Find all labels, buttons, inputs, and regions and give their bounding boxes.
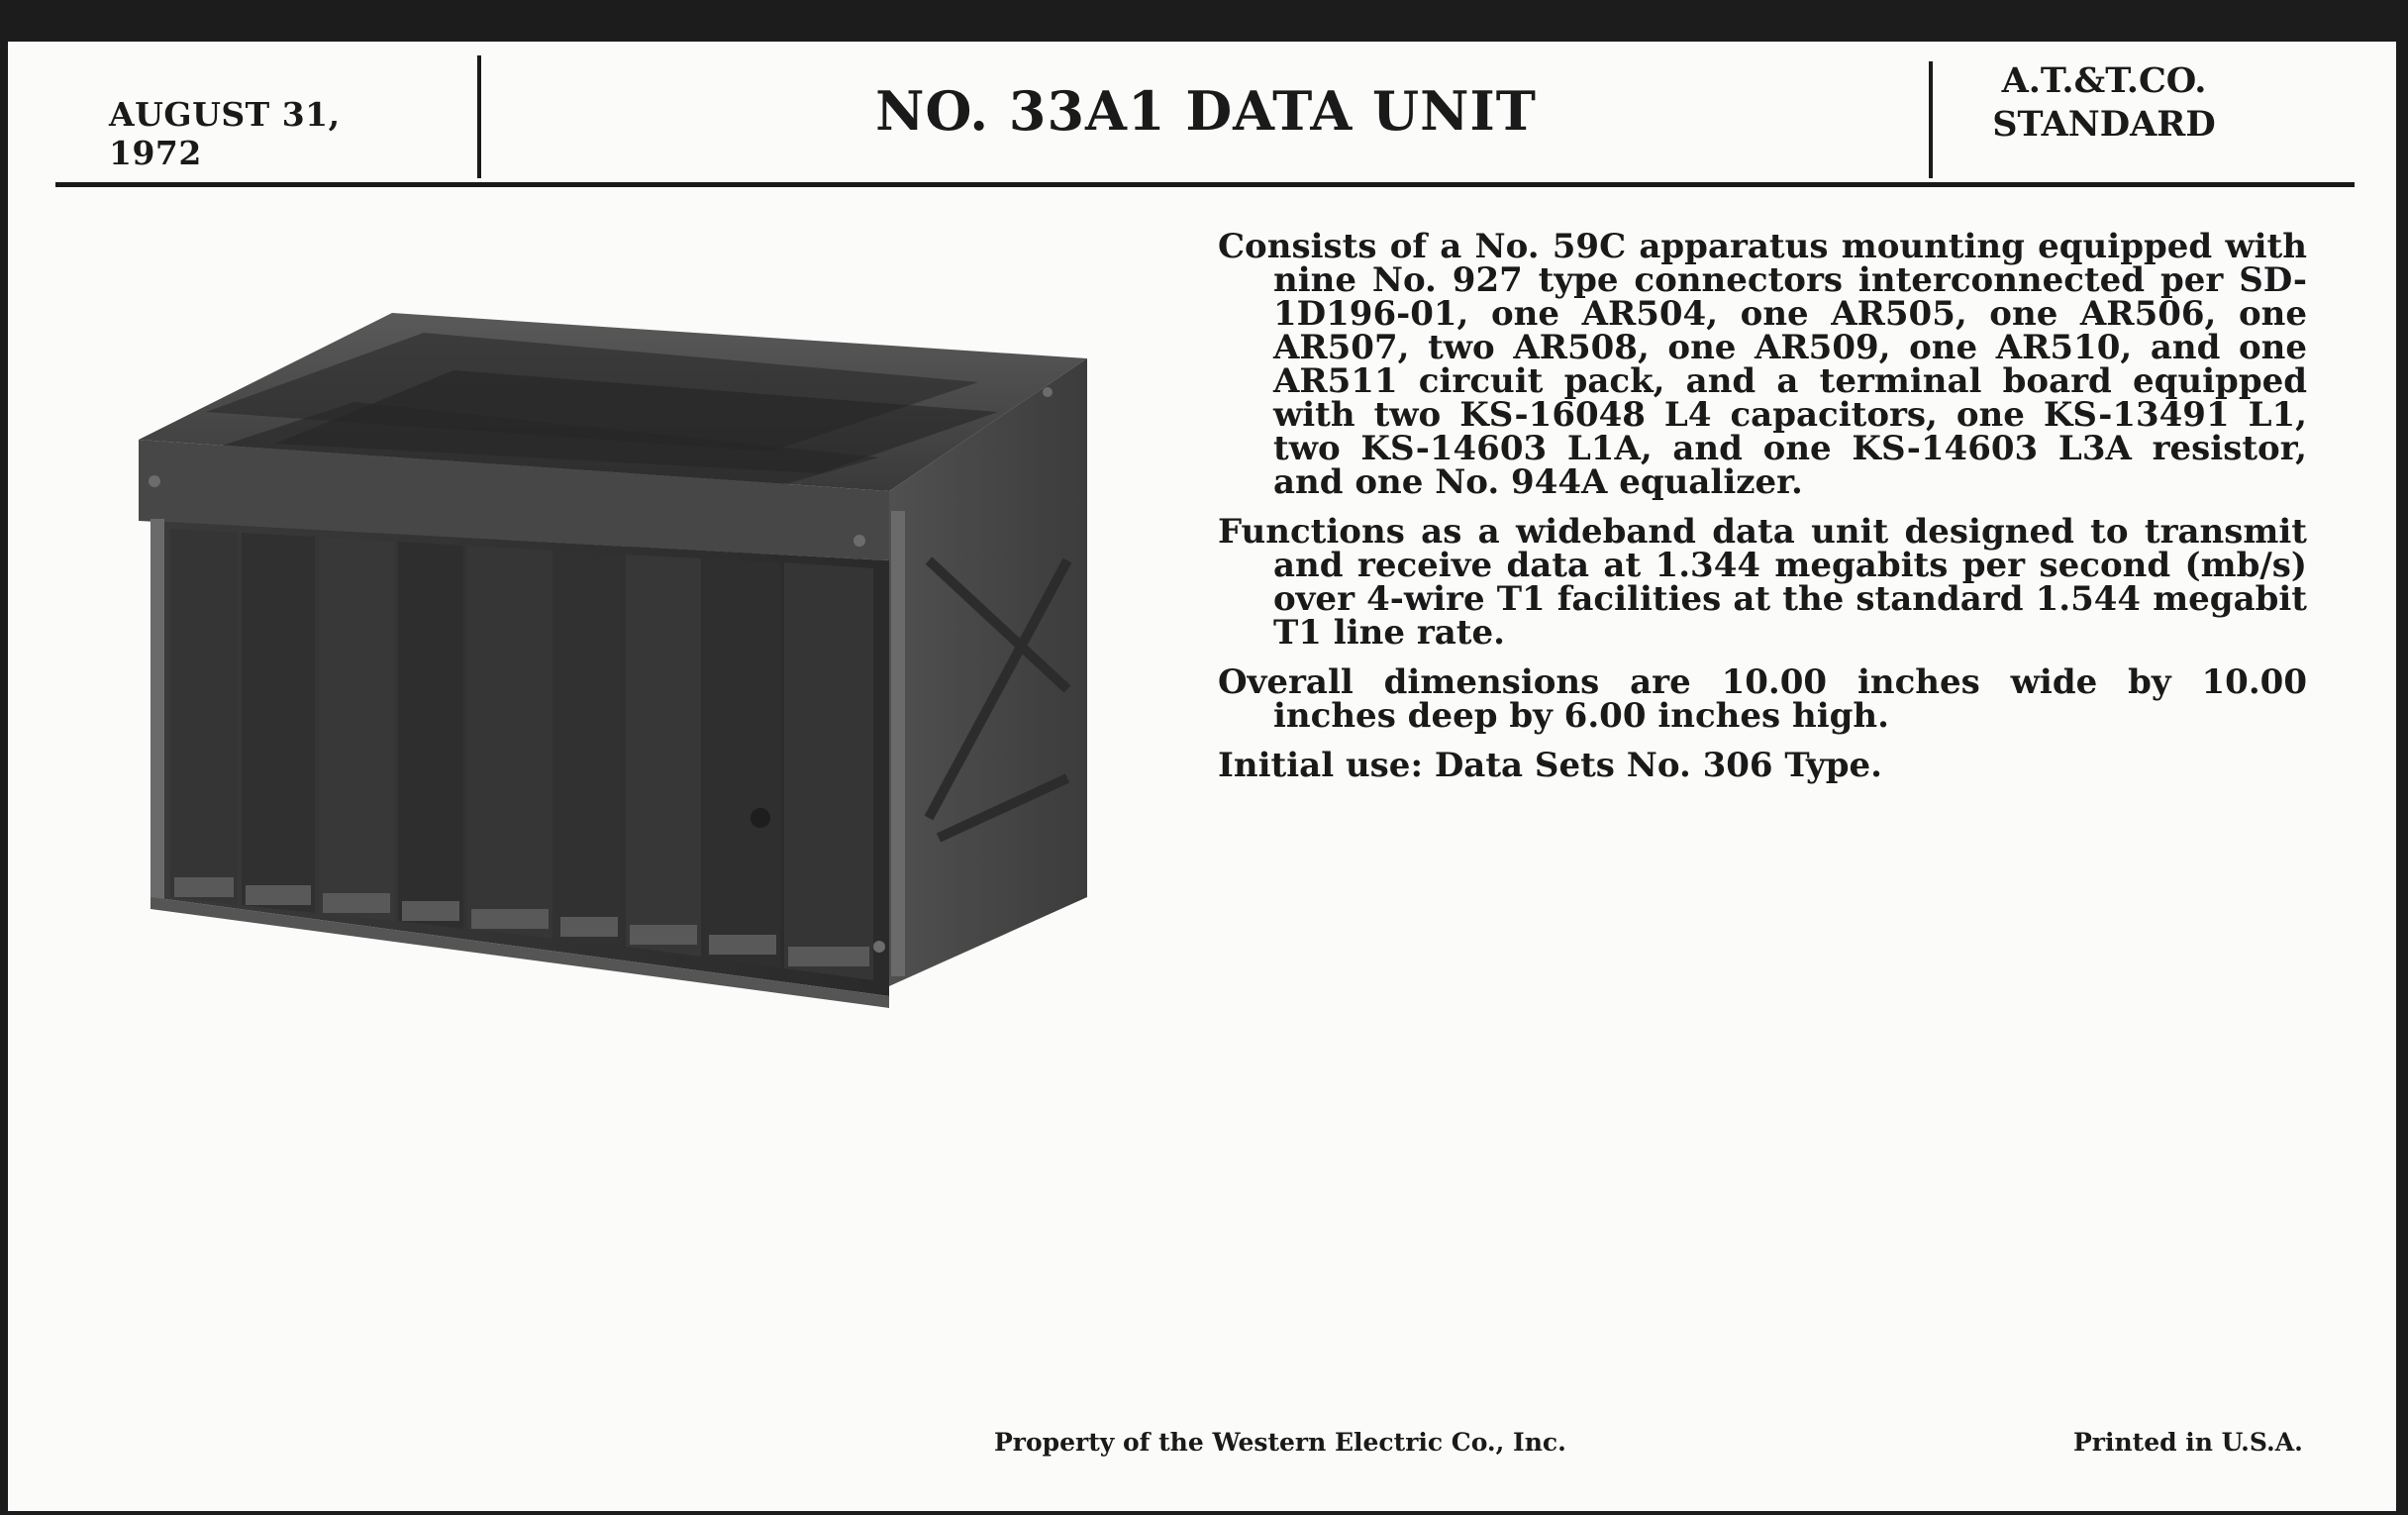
header-date: AUGUST 31, 1972 [109, 95, 341, 172]
data-unit-photo [127, 263, 1117, 1036]
header-standard-company: A.T.&T.CO. [2001, 60, 2207, 101]
description-block [1218, 227, 2307, 798]
footer-property: Property of the Western Electric Co., Inc. [994, 1428, 1566, 1457]
description-paragraph: Overall dimensions are 10.00 inches wide by 10.00 inches deep by 6.00 inches high. [1218, 662, 2307, 736]
description-paragraph: Functions as a wideband data unit designed to transmit and receive data at 1.344 megabits per second (mb/s) over 4-wire T1 facilities at the standard 1.544 megabit T1 line rate. [1218, 512, 2307, 653]
header-standard [1941, 59, 2267, 147]
header-rule [55, 182, 2355, 187]
header-standard-label: STANDARD [1992, 104, 2216, 145]
header-divider-left [477, 55, 481, 178]
description-paragraph: Consists of a No. 59C apparatus mounting equipped with nine No. 927 type connectors interconnected per SD-1D196-01, one AR504, one AR505, one AR506, one AR507, two AR508, one AR509, one AR510, and one AR511 circuit pack, and a terminal board equipped with two KS-16048 L4 capacitors, one KS-13491 L1, two KS-14603 L1A, and one KS-14603 L3A resistor, and one No. 944A equalizer. [1218, 227, 2307, 502]
footer-printed: Printed in U.S.A. [2073, 1428, 2303, 1457]
data-sheet-card [8, 42, 2396, 1511]
header-title: NO. 33A1 DATA UNIT [875, 79, 1537, 143]
header-divider-right [1929, 61, 1933, 178]
data-unit-illustration [127, 263, 1117, 1036]
description-paragraph: Initial use: Data Sets No. 306 Type. [1218, 746, 1882, 785]
